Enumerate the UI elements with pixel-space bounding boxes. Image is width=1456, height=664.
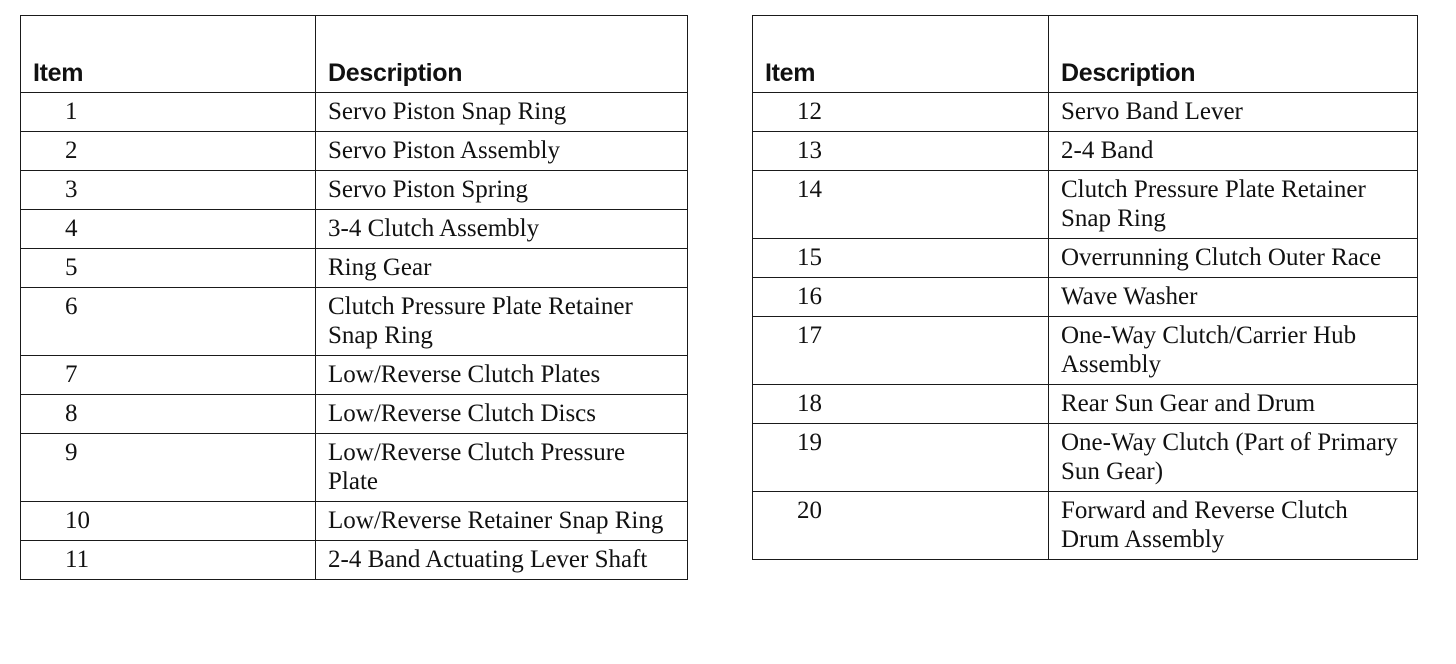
item-number-cell: 11: [21, 541, 316, 580]
item-number-cell: 3: [21, 171, 316, 210]
table-row: [21, 132, 688, 171]
item-description-cell: Overrunning Clutch Outer Race: [1049, 239, 1418, 278]
table-row: [753, 385, 1418, 424]
table-row: [21, 210, 688, 249]
item-description-cell: Low/Reverse Clutch Plates: [316, 356, 688, 395]
item-description-cell: Low/Reverse Clutch Discs: [316, 395, 688, 434]
item-number-cell: 10: [21, 502, 316, 541]
item-number-cell: 4: [21, 210, 316, 249]
table-row: [753, 492, 1418, 560]
table-row: [753, 317, 1418, 385]
item-description-cell: Servo Piston Spring: [316, 171, 688, 210]
table-row: [753, 424, 1418, 492]
item-number-cell: 9: [21, 434, 316, 502]
table-row: [753, 239, 1418, 278]
item-number-cell: 16: [753, 278, 1049, 317]
item-description-cell: Forward and Reverse Clutch Drum Assembly: [1049, 492, 1418, 560]
item-description-cell: One-Way Clutch (Part of Primary Sun Gear): [1049, 424, 1418, 492]
table-body: [753, 93, 1418, 560]
item-description-cell: One-Way Clutch/Carrier Hub Assembly: [1049, 317, 1418, 385]
table-row: [21, 171, 688, 210]
item-description-cell: Rear Sun Gear and Drum: [1049, 385, 1418, 424]
item-number-cell: 6: [21, 288, 316, 356]
table-body: [21, 93, 688, 580]
description-column-header: Description: [316, 16, 688, 93]
item-number-cell: 14: [753, 171, 1049, 239]
table-header-row: [753, 16, 1418, 93]
table-row: [21, 502, 688, 541]
item-number-cell: 15: [753, 239, 1049, 278]
item-description-cell: Low/Reverse Clutch Pressure Plate: [316, 434, 688, 502]
parts-table-left: [20, 15, 688, 580]
item-column-header: Item: [753, 16, 1049, 93]
table-row: [753, 93, 1418, 132]
item-description-cell: Servo Piston Assembly: [316, 132, 688, 171]
item-description-cell: Wave Washer: [1049, 278, 1418, 317]
item-number-cell: 13: [753, 132, 1049, 171]
table-row: [753, 132, 1418, 171]
item-column-header: Item: [21, 16, 316, 93]
item-number-cell: 18: [753, 385, 1049, 424]
table-row: [21, 356, 688, 395]
item-description-cell: Clutch Pressure Plate Retainer Snap Ring: [1049, 171, 1418, 239]
table-row: [753, 278, 1418, 317]
item-number-cell: 19: [753, 424, 1049, 492]
table-header-row: [21, 16, 688, 93]
table-row: [21, 395, 688, 434]
table-row: [21, 434, 688, 502]
item-number-cell: 12: [753, 93, 1049, 132]
parts-table-right: [752, 15, 1418, 560]
item-number-cell: 5: [21, 249, 316, 288]
item-description-cell: Servo Piston Snap Ring: [316, 93, 688, 132]
item-description-cell: 3-4 Clutch Assembly: [316, 210, 688, 249]
item-number-cell: 2: [21, 132, 316, 171]
item-description-cell: Clutch Pressure Plate Retainer Snap Ring: [316, 288, 688, 356]
item-number-cell: 20: [753, 492, 1049, 560]
item-number-cell: 17: [753, 317, 1049, 385]
item-description-cell: Low/Reverse Retainer Snap Ring: [316, 502, 688, 541]
item-description-cell: 2-4 Band Actuating Lever Shaft: [316, 541, 688, 580]
item-description-cell: Servo Band Lever: [1049, 93, 1418, 132]
table-row: [21, 541, 688, 580]
item-number-cell: 8: [21, 395, 316, 434]
table-row: [21, 288, 688, 356]
item-number-cell: 7: [21, 356, 316, 395]
table-row: [21, 93, 688, 132]
description-column-header: Description: [1049, 16, 1418, 93]
table-row: [753, 171, 1418, 239]
table-row: [21, 249, 688, 288]
item-description-cell: 2-4 Band: [1049, 132, 1418, 171]
item-description-cell: Ring Gear: [316, 249, 688, 288]
item-number-cell: 1: [21, 93, 316, 132]
